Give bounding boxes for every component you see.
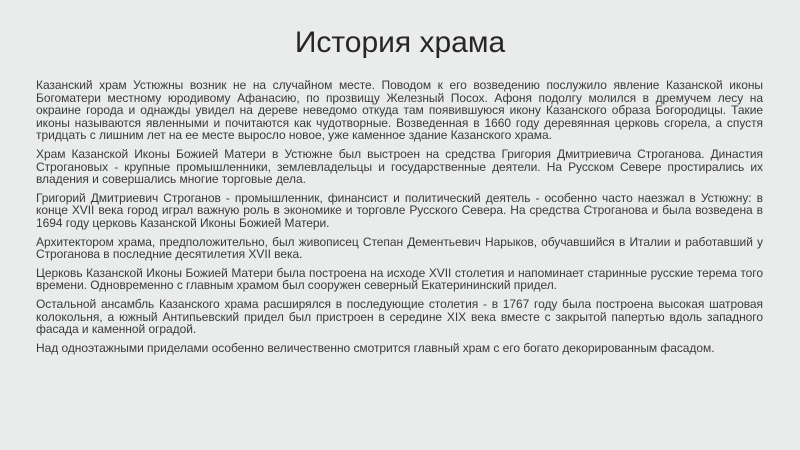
paragraph: Над одноэтажными приделами особенно величественно смотрится главный храм с его богато декорированным фасадом. bbox=[36, 340, 715, 355]
paragraph: Храм Казанской Иконы Божией Матери в Устюжне был выстроен на средства Григория Дмитриевича Строганова. Династия Строгановых - крупные промышленники, землевладельцы и государственные деятели. На Русском Севере простирались их владения и совершались многие торговые дела. bbox=[36, 146, 763, 187]
paragraph: Церковь Казанской Иконы Божией Матери была построена на исходе XVII столетия и напоминает старинные русские терема того времени. Одновременно с главным храмом был сооружен северный Екатерининский придел. bbox=[36, 265, 763, 293]
paragraph: Остальной ансамбль Казанского храма расширялся в последующие столетия - в 1767 году была построена высокая шатровая колокольня, а южный Антипьевский придел был пристроен в середине XIX века вместе с закрытой папертью вдоль западного фасада и каменной оградой. bbox=[36, 296, 763, 337]
slide-title: История храма bbox=[294, 26, 506, 59]
paragraph: Архитектором храма, предположительно, был живописец Степан Дементьевич Нарыков, обучавшийся в Италии и работавший у Строганова в последние десятилетия XVII века. bbox=[36, 234, 763, 262]
slide-body bbox=[36, 79, 763, 360]
paragraph: Казанский храм Устюжны возник не на случайном месте. Поводом к его возведению послужило явление Казанской иконы Богоматери местному юродивому Афанасию, по прозвищу Железный Посох. Афоня подолгу молился в дремучем лесу на окраине города и однажды увидел на дереве неведомо откуда там появившуюся икону Казанского образа Богородицы. Такие иконы называются явленными и почитаются как чудотворные. Возведенная в 1660 году деревянная церковь сгорела, а спустя тридцать с лишним лет на ее месте выросло новое, уже каменное здание Казанского храма. bbox=[36, 78, 763, 143]
paragraph: Григорий Дмитриевич Строганов - промышленник, финансист и политический деятель - особенно часто наезжал в Устюжну: в конце XVII века город играл важную роль в экономике и торговле Русского Севера. На средства Строганова и была возведена в 1694 году церковь Казанской Иконы Божией Матери. bbox=[36, 190, 763, 230]
